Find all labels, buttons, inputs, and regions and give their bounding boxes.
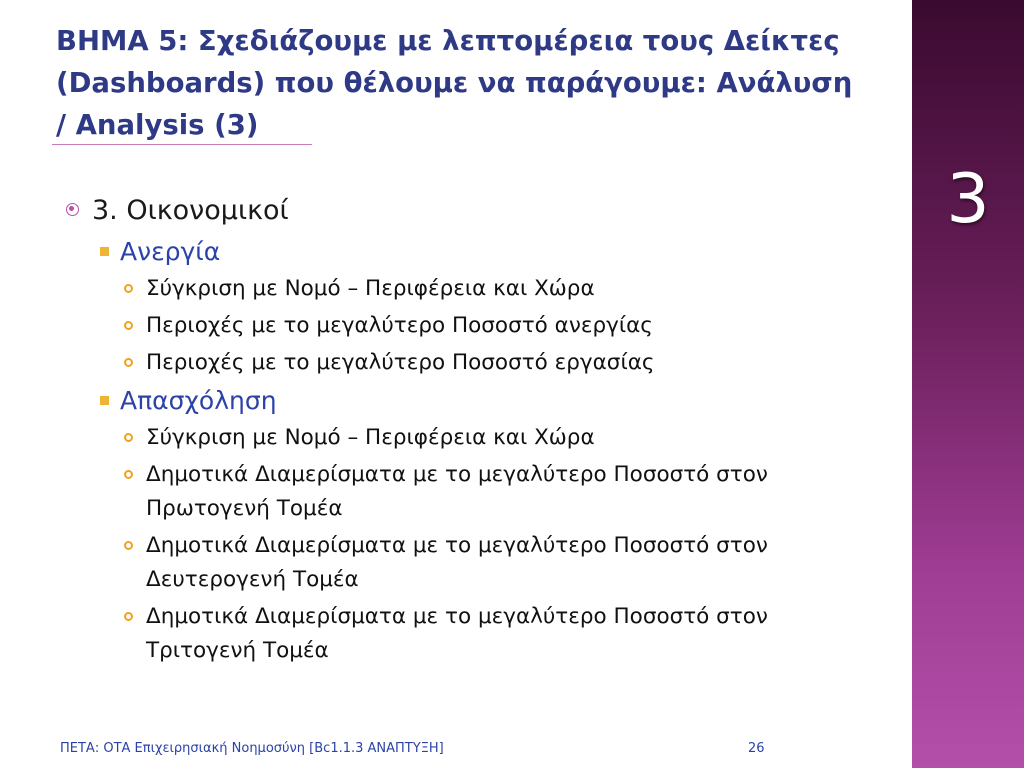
list-item-text: Περιοχές με το μεγαλύτερο Ποσοστό ανεργίας <box>146 313 653 338</box>
slide-title <box>56 20 896 146</box>
list-item-text: Δημοτικά Διαμερίσματα με το μεγαλύτερο Ποσοστό στον <box>146 462 768 487</box>
footer-text: ΠΕΤΑ: ΟΤΑ Επιχειρησιακή Νοημοσύνη [Bc1.1.3 ΑΝΑΠΤΥΞΗ] <box>60 741 444 756</box>
circle-bullet-icon <box>124 358 133 367</box>
circle-bullet-icon <box>124 284 133 293</box>
square-bullet-icon <box>100 247 109 256</box>
list-item-text: Σύγκριση με Νομό – Περιφέρεια και Χώρα <box>146 276 595 301</box>
list-item <box>60 421 900 455</box>
radio-bullet-icon <box>66 203 79 216</box>
list-item-text: Πρωτογενή Τομέα <box>146 496 343 521</box>
list-item-text: Δημοτικά Διαμερίσματα με το μεγαλύτερο Ποσοστό στον <box>146 533 768 558</box>
circle-bullet-icon <box>124 433 133 442</box>
list-item-text: Απασχόληση <box>120 386 277 415</box>
list-item <box>60 309 900 343</box>
page-number: 26 <box>748 741 765 756</box>
title-line: ΒΗΜΑ 5: Σχεδιάζουμε με λεπτομέρεια τους Δείκτες <box>56 25 840 57</box>
decorative-sidebar <box>912 0 1024 768</box>
list-item <box>60 346 900 380</box>
title-underline <box>52 144 312 145</box>
list-item-text: Τριτογενή Τομέα <box>146 638 329 663</box>
group-heading <box>60 234 900 270</box>
square-bullet-icon <box>100 396 109 405</box>
footer <box>60 741 780 761</box>
list-item-text: Δευτερογενή Τομέα <box>146 567 359 592</box>
list-item <box>60 600 900 668</box>
circle-bullet-icon <box>124 470 133 479</box>
title-line: (Dashboards) που θέλουμε να παράγουμε: Ανάλυση <box>56 67 853 99</box>
list-item-text: Δημοτικά Διαμερίσματα με το μεγαλύτερο Ποσοστό στον <box>146 604 768 629</box>
list-item <box>60 458 900 526</box>
circle-bullet-icon <box>124 612 133 621</box>
circle-bullet-icon <box>124 541 133 550</box>
list-item-text: Περιοχές με το μεγαλύτερο Ποσοστό εργασίας <box>146 350 655 375</box>
section-number: 3 <box>946 160 990 239</box>
group-heading <box>60 383 900 419</box>
section-heading <box>60 190 900 232</box>
list-item <box>60 529 900 597</box>
title-line: / Analysis (3) <box>56 109 259 141</box>
list-item <box>60 272 900 306</box>
circle-bullet-icon <box>124 321 133 330</box>
content-list <box>60 190 900 671</box>
list-item-text: Ανεργία <box>120 237 221 266</box>
list-item-text: Σύγκριση με Νομό – Περιφέρεια και Χώρα <box>146 425 595 450</box>
list-item-text: 3. Οικονομικοί <box>92 195 289 226</box>
